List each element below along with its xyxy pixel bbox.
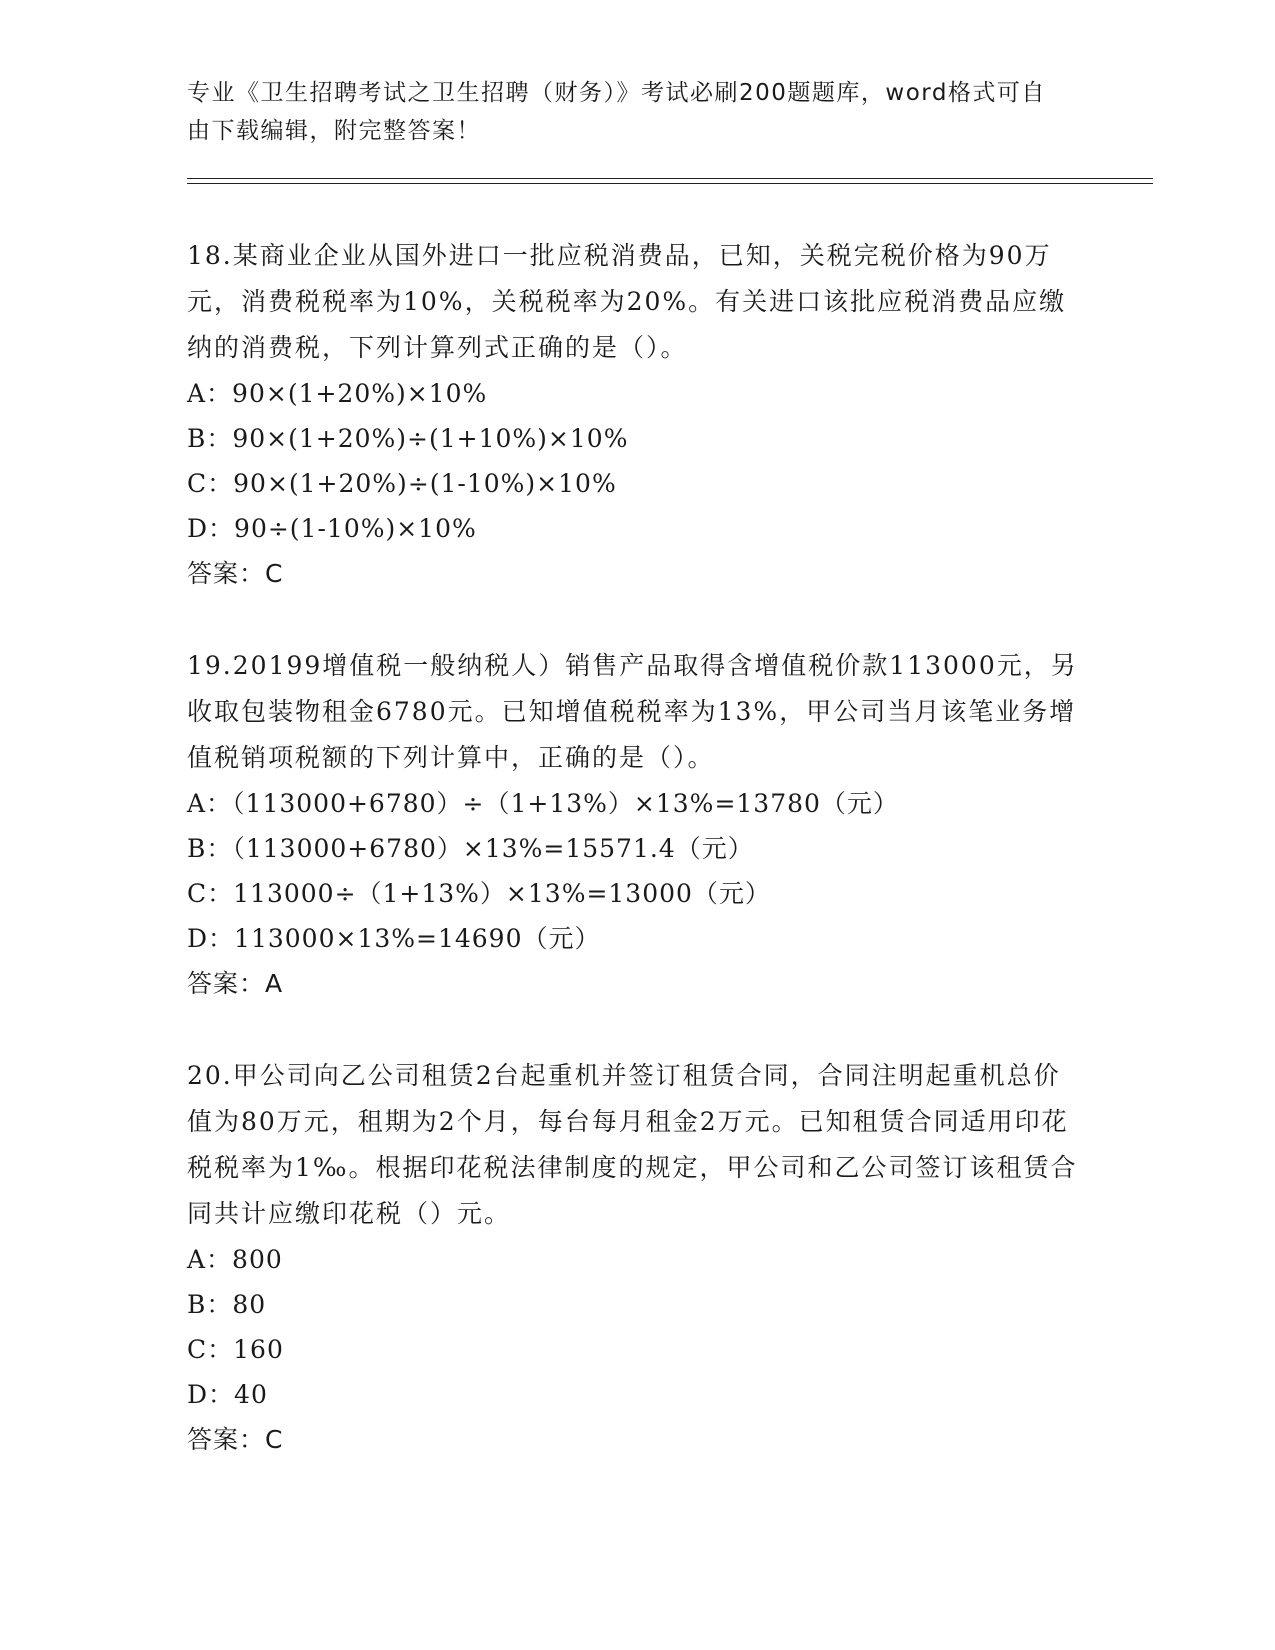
option-c: C：113000÷（1+13%）×13%=13000（元） xyxy=(187,879,771,908)
option-b: B：80 xyxy=(187,1290,267,1319)
header-divider-top xyxy=(187,178,1153,179)
option-a: A：800 xyxy=(187,1245,283,1274)
question-stem: 20.甲公司向乙公司租赁2台起重机并签订租赁合同，合同注明起重机总价值为80万元，租期为2个月，每台每月租金2万元。已知租赁合同适用印花税税率为1‰。根据印花税法律制度的规定，甲公司和乙公司签订该租赁合同共计应缴印花税（）元。 xyxy=(187,1061,1078,1228)
option-a: A：（113000+6780）÷（1+13%）×13%=13780（元） xyxy=(187,789,899,818)
option-a: A：90×(1+20%)×10% xyxy=(187,379,488,408)
option-d: D：113000×13%=14690（元） xyxy=(187,924,601,953)
option-c: C：90×(1+20%)÷(1-10%)×10% xyxy=(187,469,617,498)
question-20 xyxy=(187,1053,1087,1463)
answer: 答案：A xyxy=(187,969,284,998)
question-stem: 18.某商业企业从国外进口一批应税消费品，已知，关税完税价格为90万元，消费税税率为10%，关税税率为20%。有关进口该批应税消费品应缴纳的消费税，下列计算列式正确的是（）。 xyxy=(187,241,1067,362)
option-b: B：90×(1+20%)÷(1+10%)×10% xyxy=(187,424,629,453)
option-d: D：40 xyxy=(187,1380,268,1409)
question-19 xyxy=(187,643,1087,1007)
document-header: 专业《卫生招聘考试之卫生招聘（财务）》考试必刷200题题库，word格式可自由下载编辑，附完整答案！ xyxy=(187,80,1046,144)
option-b: B：（113000+6780）×13%=15571.4（元） xyxy=(187,834,754,863)
question-stem: 19.20199增值税一般纳税人）销售产品取得含增值税价款113000元，另收取包装物租金6780元。已知增值税税率为13%，甲公司当月该笔业务增值税销项税额的下列计算中，正确的是（）。 xyxy=(187,651,1078,772)
answer: 答案：C xyxy=(187,1425,284,1454)
question-18 xyxy=(187,233,1087,597)
option-c: C：160 xyxy=(187,1335,284,1364)
header-divider-bottom xyxy=(187,183,1153,184)
answer: 答案：C xyxy=(187,559,284,588)
option-d: D：90÷(1-10%)×10% xyxy=(187,514,477,543)
